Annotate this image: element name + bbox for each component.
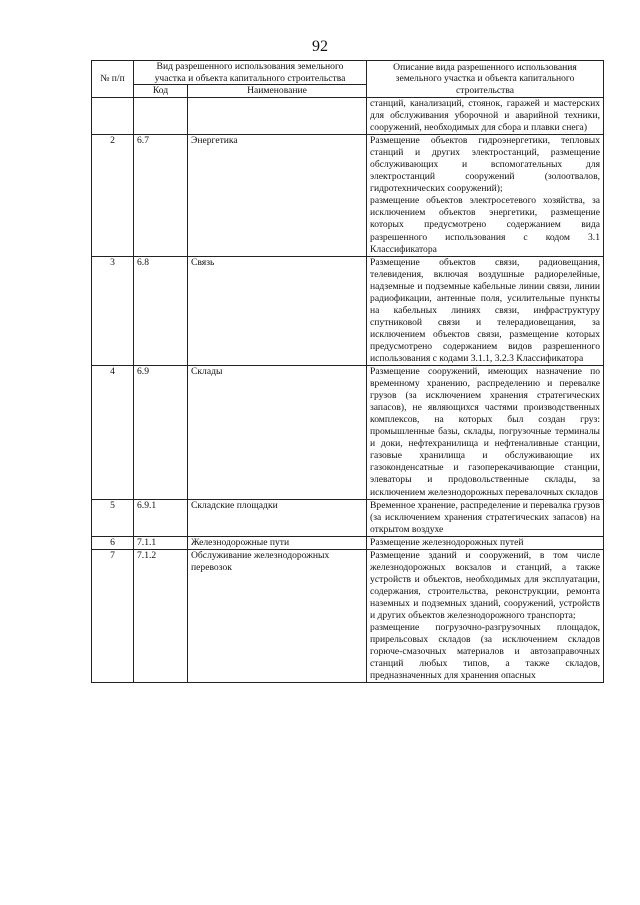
- row-description: [367, 549, 604, 683]
- row-name: Обслуживание железнодорожных перевозок: [188, 549, 367, 683]
- description-paragraph: размещение объектов электросетевого хозяйства, за исключением объектов энергетики, размещение которых предусмотрено содержанием вида разрешенного использования с кодом 3.1 Классификатора: [370, 195, 601, 255]
- description-paragraph: Временное хранение, распределение и перевалка грузов (за исключением хранения стратегических запасов) на открытом воздухе: [370, 499, 601, 535]
- description-paragraph: Размещение объектов гидроэнергетики, тепловых станций и других электростанций, размещение обслуживающих и вспомогательных для электростанций сооружений (золоотвалов, гидротехнических сооружений);: [370, 135, 601, 195]
- table-row: [92, 549, 604, 683]
- table-row: [92, 499, 604, 536]
- description-paragraph: станций, канализаций, стоянок, гаражей и мастерских для обслуживания уборочной и аварийной техники, сооружений, необходимых для сбора и плавки снега): [370, 98, 601, 134]
- land-use-table: [91, 60, 604, 683]
- table-row: [92, 98, 604, 135]
- header-code: Код: [134, 85, 188, 98]
- description-paragraph: размещение погрузочно-разгрузочных площадок, прирельсовых складов (за исключением складов горюче-смазочных материалов и автозаправочных станций любых типов, а также складов, предназначенных для хранения опасных: [370, 622, 601, 682]
- row-name: [188, 98, 367, 135]
- row-name: Склады: [188, 366, 367, 500]
- header-land-use-type: Вид разрешенного использования земельного участка и объекта капитального строительства: [134, 61, 367, 85]
- header-row: [92, 61, 604, 85]
- row-number: 2: [92, 135, 134, 256]
- row-name: Железнодорожные пути: [188, 536, 367, 549]
- row-description: [367, 256, 604, 365]
- table-row: [92, 256, 604, 365]
- header-num: № п/п: [92, 61, 134, 98]
- row-code: 6.9: [134, 366, 188, 500]
- row-description: [367, 135, 604, 256]
- row-number: 7: [92, 549, 134, 683]
- row-number: 4: [92, 366, 134, 500]
- row-code: [134, 98, 188, 135]
- row-code: 7.1.1: [134, 536, 188, 549]
- row-description: [367, 536, 604, 549]
- row-code: 6.9.1: [134, 499, 188, 536]
- row-code: 6.8: [134, 256, 188, 365]
- row-name: Связь: [188, 256, 367, 365]
- table-row: [92, 536, 604, 549]
- row-number: [92, 98, 134, 135]
- row-number: 5: [92, 499, 134, 536]
- header-description: Описание вида разрешенного использования земельного участка и объекта капитального строительства: [367, 61, 604, 98]
- page-number: 92: [312, 38, 328, 55]
- row-description: [367, 366, 604, 500]
- row-number: 6: [92, 536, 134, 549]
- header-name: Наименование: [188, 85, 367, 98]
- description-paragraph: Размещение объектов связи, радиовещания, телевидения, включая воздушные радиорелейные, надземные и подземные кабельные линии связи, линии радиофикации, антенные поля, усилительные пункты на кабельных линиях связи, инфраструктуру спутниковой связи и телерадиовещания, за исключением объектов связи, размещение которых предусмотрено содержанием видов разрешенного использования с кодами 3.1.1, 3.2.3 Классификатора: [370, 256, 601, 364]
- row-name: Энергетика: [188, 135, 367, 256]
- row-description: [367, 499, 604, 536]
- row-number: 3: [92, 256, 134, 365]
- row-name: Складские площадки: [188, 499, 367, 536]
- table-row: [92, 366, 604, 500]
- description-paragraph: Размещение железнодорожных путей: [370, 536, 524, 548]
- description-paragraph: Размещение зданий и сооружений, в том числе железнодорожных вокзалов и станций, а также устройств и объектов, необходимых для эксплуатации, содержания, строительства, реконструкции, ремонта наземных и подземных зданий, сооружений, устройств и других объектов железнодорожного транспорта;: [370, 549, 601, 621]
- row-code: 7.1.2: [134, 549, 188, 683]
- row-code: 6.7: [134, 135, 188, 256]
- description-paragraph: Размещение сооружений, имеющих назначение по временному хранению, распределению и перевалке грузов (за исключением хранения стратегических запасов), не являющихся частями производственных комплексов, на которых был создан груз: промышленные базы, склады, погрузочные терминалы и доки, нефтехранилища и нефтеналивные станции, газовые хранилища и обслуживающие их газоконденсатные и газоперекачивающие станции, элеваторы и продовольственные склады, за исключением железнодорожных перевалочных складов: [370, 366, 601, 498]
- table-row: [92, 135, 604, 256]
- row-description: [367, 98, 604, 135]
